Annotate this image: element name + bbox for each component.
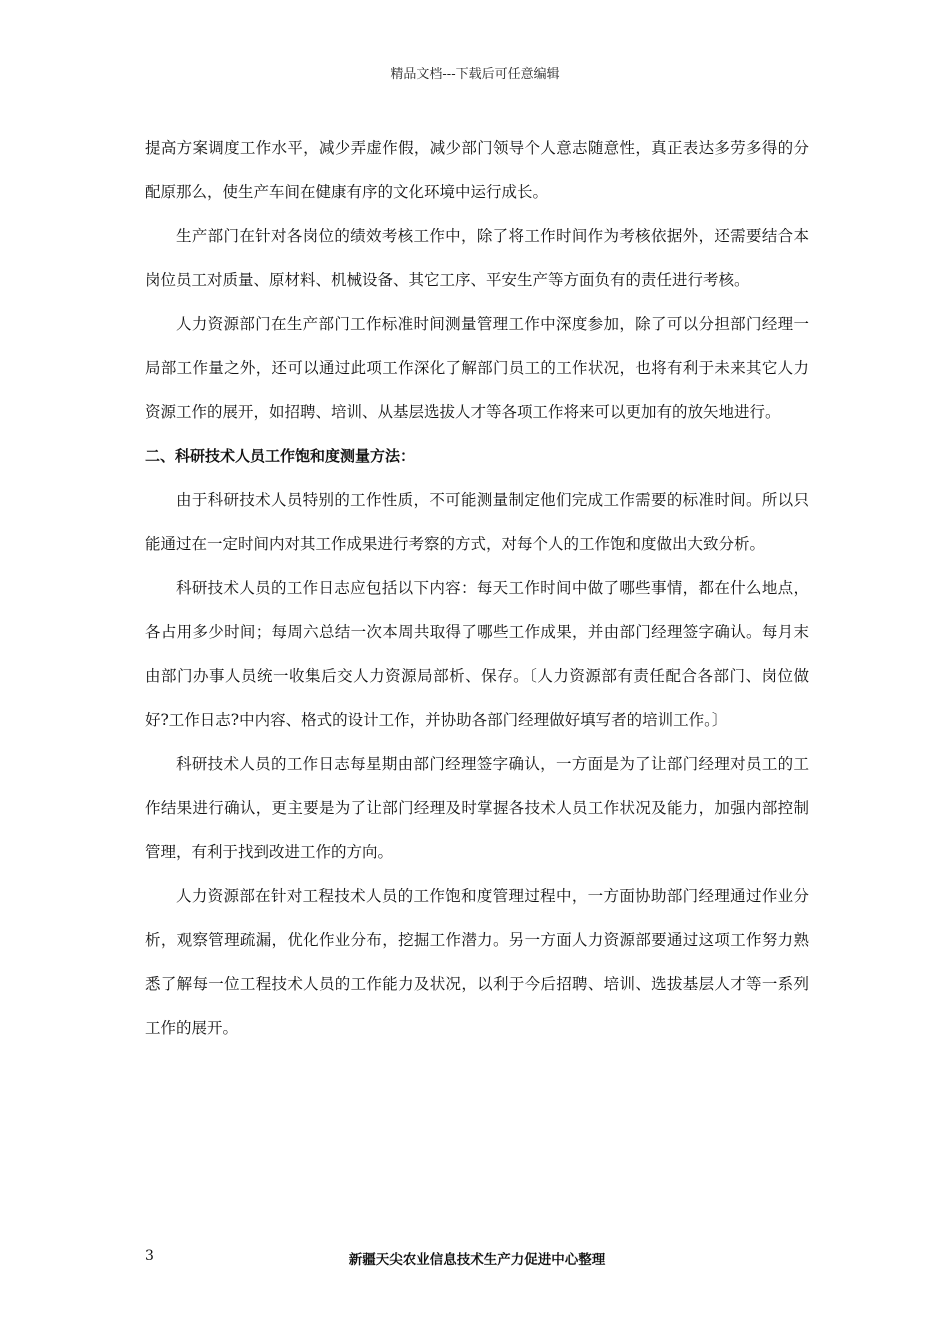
paragraph: 生产部门在针对各岗位的绩效考核工作中，除了将工作时间作为考核依据外，还需要结合本岗位员工对质量、原材料、机械设备、其它工序、平安生产等方面负有的责任进行考核。 [145, 227, 809, 289]
paragraph: 人力资源部门在生产部门工作标准时间测量管理工作中深度参加，除了可以分担部门经理一局部工作量之外，还可以通过此项工作深化了解部门员工的工作状况，也将有利于未来其它人力资源工作的展开，如招聘、培训、从基层选拔人才等各项工作将来可以更加有的放矢地进行。 [145, 315, 809, 421]
paragraph-continuation: 提高方案调度工作水平，减少弄虚作假，减少部门领导个人意志随意性，真正表达多劳多得的分配原那么，使生产车间在健康有序的文化环境中运行成长。 [145, 139, 809, 201]
paragraph: 由于科研技术人员特别的工作性质，不可能测量制定他们完成工作需要的标准时间。所以只能通过在一定时间内对其工作成果进行考察的方式，对每个人的工作饱和度做出大致分析。 [145, 491, 809, 553]
footer-organization: 新疆天尖农业信息技术生产力促进中心整理 [348, 1252, 606, 1268]
paragraph: 人力资源部在针对工程技术人员的工作饱和度管理过程中，一方面协助部门经理通过作业分析，观察管理疏漏，优化作业分布，挖掘工作潜力。另一方面人力资源部要通过这项工作努力熟悉了解每一位工程技术人员的工作能力及状况，以利于今后招聘、培训、选拔基层人才等一系列工作的展开。 [145, 887, 809, 1037]
document-body [145, 126, 809, 1050]
paragraph: 科研技术人员的工作日志应包括以下内容：每天工作时间中做了哪些事情，都在什么地点，各占用多少时间；每周六总结一次本周共取得了哪些工作成果，并由部门经理签字确认。每月末由部门办事人员统一收集后交人力资源局部析、保存。〔人力资源部有责任配合各部门、岗位做好?工作日志?中内容、格式的设计工作，并协助各部门经理做好填写者的培训工作。〕 [145, 579, 809, 729]
page-number: 3 [145, 1248, 154, 1264]
page-footer [145, 1248, 809, 1268]
paragraph: 科研技术人员的工作日志每星期由部门经理签字确认，一方面是为了让部门经理对员工的工作结果进行确认，更主要是为了让部门经理及时掌握各技术人员工作状况及能力，加强内部控制管理，有利于找到改进工作的方向。 [145, 755, 809, 861]
section-heading: 二、科研技术人员工作饱和度测量方法： [145, 447, 416, 465]
page-header: 精品文档---下载后可任意编辑 [390, 67, 560, 82]
